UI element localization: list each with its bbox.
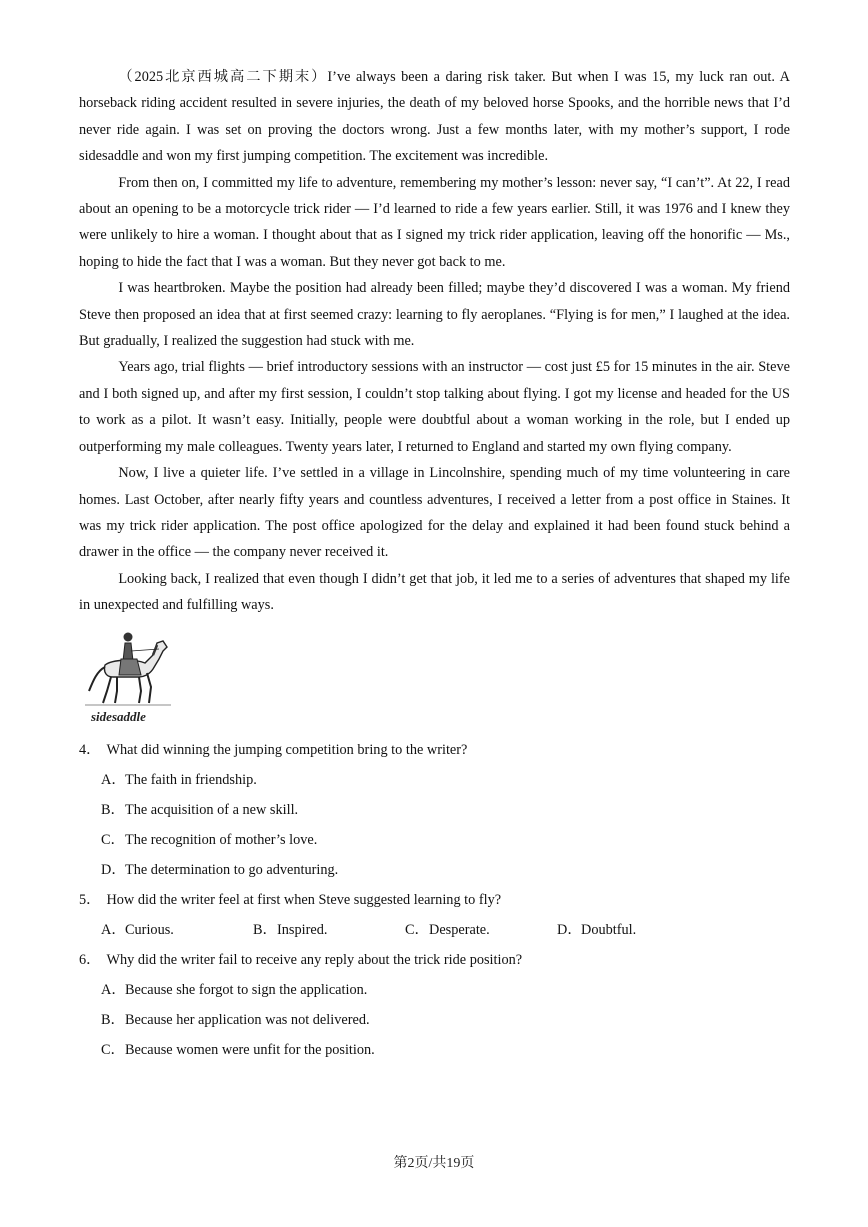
passage bbox=[79, 64, 790, 619]
horse-rider-illustration bbox=[83, 625, 175, 709]
option-text: Inspired. bbox=[277, 921, 328, 938]
option-b[interactable] bbox=[101, 1005, 790, 1035]
option-letter: A． bbox=[101, 981, 126, 998]
option-b[interactable] bbox=[101, 795, 790, 825]
option-text: Desperate. bbox=[429, 921, 490, 938]
option-text: The determination to go adventuring. bbox=[125, 861, 339, 878]
option-text: The faith in friendship. bbox=[125, 771, 257, 788]
question-4 bbox=[79, 735, 790, 885]
option-letter: C． bbox=[101, 831, 125, 848]
sidesaddle-figure bbox=[79, 625, 179, 735]
question-number: 5． bbox=[79, 891, 101, 908]
question-text: How did the writer feel at first when Steve suggested learning to fly? bbox=[106, 891, 502, 908]
question-text: What did winning the jumping competition bring to the writer? bbox=[106, 741, 468, 758]
option-text: Because women were unfit for the position. bbox=[125, 1041, 375, 1058]
option-letter: A． bbox=[101, 771, 126, 788]
question-number: 4． bbox=[79, 741, 101, 758]
paragraph-4: Years ago, trial flights — brief introductory sessions with an instructor — cost just £5 for 15 minutes in the air. Steve and I both signed up, and after my first session, I couldn’t stop talking about flying. I got my license and headed for the US to work as a pilot. It wasn’t easy. Initially, people were doubtful about a woman working in the role, but I ended up outperforming my male colleagues. Twenty years later, I returned to England and started my own flying company. bbox=[79, 359, 790, 455]
option-letter: A． bbox=[101, 921, 126, 938]
paragraph-3: I was heartbroken. Maybe the position had already been filled; maybe they’d discovered I was a woman. My friend Steve then proposed an idea that at first seemed crazy: learning to fly aeroplanes. “Flying is for men,” I laughed at the idea. But gradually, I realized the suggestion had stuck with me. bbox=[79, 280, 790, 350]
option-letter: D． bbox=[101, 861, 126, 878]
option-c[interactable] bbox=[101, 1035, 790, 1065]
option-text: Because she forgot to sign the application. bbox=[125, 981, 368, 998]
option-a[interactable] bbox=[101, 765, 790, 795]
option-letter: B． bbox=[101, 801, 125, 818]
option-letter: B． bbox=[253, 921, 277, 938]
option-letter: D． bbox=[557, 921, 582, 938]
option-d[interactable] bbox=[101, 855, 790, 885]
paragraph-6: Looking back, I realized that even though I didn’t get that job, it led me to a series of adventures that shaped my life in unexpected and fulfilling ways. bbox=[79, 570, 790, 614]
option-b[interactable] bbox=[253, 915, 405, 945]
paragraph-1: （2025北京西城高二下期末）I’ve always been a daring risk taker. But when I was 15, my luck ran out. A horseback riding accident resulted in severe injuries, the death of my beloved horse Spooks, and the horrible news that I’d never ride again. I was set on proving the doctors wrong. Just a few months later, with my mother’s support, I rode sidesaddle and won my first jumping competition. The excitement was incredible. bbox=[79, 69, 790, 165]
option-letter: C． bbox=[101, 1041, 125, 1058]
option-a[interactable] bbox=[101, 915, 253, 945]
option-letter: B． bbox=[101, 1011, 125, 1028]
option-d[interactable] bbox=[557, 915, 709, 945]
page-footer: 第2页/共19页 bbox=[393, 1156, 475, 1171]
option-text: Curious. bbox=[125, 921, 174, 938]
paragraph-5: Now, I live a quieter life. I’ve settled in a village in Lincolnshire, spending much of my time volunteering in care homes. Last October, after nearly fifty years and countless adventures, I received a letter from a post office in Staines. It was my trick rider application. The post office apologized for the delay and explained it had been found stuck behind a drawer in the office — the company never received it. bbox=[79, 465, 790, 561]
figure-caption: sidesaddle bbox=[91, 708, 146, 724]
option-c[interactable] bbox=[405, 915, 557, 945]
option-c[interactable] bbox=[101, 825, 790, 855]
option-text: The acquisition of a new skill. bbox=[125, 801, 299, 818]
option-text: Because her application was not delivered. bbox=[125, 1011, 370, 1028]
option-text: Doubtful. bbox=[581, 921, 637, 938]
question-number: 6． bbox=[79, 951, 101, 968]
option-row bbox=[101, 915, 790, 945]
paragraph-2: From then on, I committed my life to adventure, remembering my mother’s lesson: never say, “I can’t”. At 22, I read about an opening to be a motorcycle trick rider — I’d learned to ride a few years earlier. Still, it was 1976 and I knew they were unlikely to hire a woman. I thought about that as I signed my trick rider application, leaving off the honorific — Ms., hoping to hide the fact that I was a woman. But they never got back to me. bbox=[79, 174, 790, 270]
document-page bbox=[79, 64, 790, 1065]
question-6 bbox=[79, 945, 790, 1065]
question-5 bbox=[79, 885, 790, 945]
option-a[interactable] bbox=[101, 975, 790, 1005]
question-text: Why did the writer fail to receive any reply about the trick ride position? bbox=[106, 951, 523, 968]
option-text: The recognition of mother’s love. bbox=[125, 831, 318, 848]
option-letter: C． bbox=[405, 921, 429, 938]
